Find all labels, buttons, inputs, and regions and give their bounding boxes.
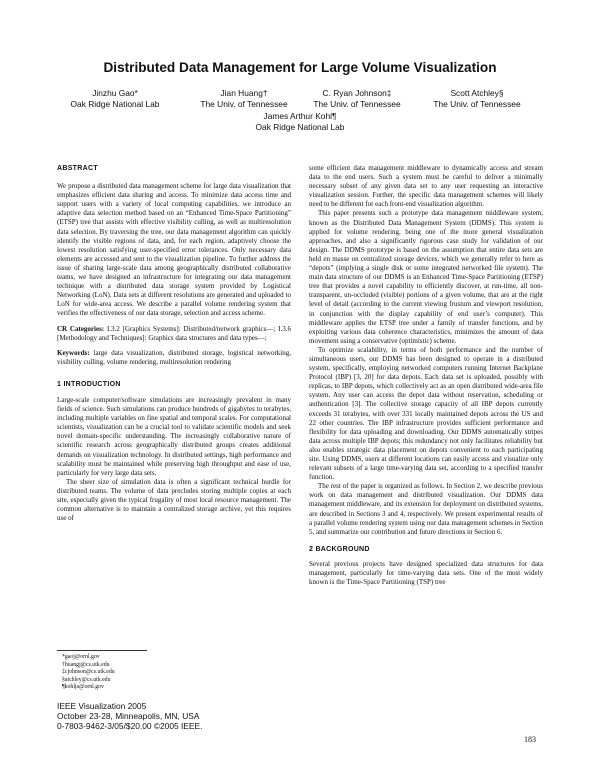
- keywords-text: large data visualization, distributed storage, logistical networking, visibility culling, volume rendering, multiresolution rendering: [57, 348, 291, 366]
- right-paragraph-4: The rest of the paper is organized as follows. In Section 2, we describe previous work on data management and distributed visualization. Our DDMS data management middleware, and its extension for deployment on distributed systems, are described in Sections 3 and 4, respectively. We present experimental results of a parallel volume rendering system using our data management schemes in Section 5, and summarize our contribution and future directions in Section 6.: [309, 482, 543, 536]
- left-column: [57, 164, 291, 523]
- author-affiliation: The Univ. of Tennessee: [433, 99, 521, 109]
- author-name: C. Ryan Johnson‡: [322, 88, 392, 98]
- intro-paragraph-2: The sheer size of simulation data is often a significant technical hurdle for distributed teams. The volume of data precludes storing multiple copies at each site, especially given the typical frugality of most local resource management. The common alternative is to maintain a centralized storage archive, yet this requires use of: [57, 477, 291, 523]
- author-name: Scott Atchley§: [450, 88, 504, 98]
- author-5: [230, 111, 370, 133]
- author-3: [297, 88, 417, 110]
- author-name: James Arthur Kohl¶: [263, 111, 337, 121]
- footnote-rule: [57, 650, 147, 651]
- author-2: [184, 88, 304, 110]
- conference-dates: October 23-28, Minneapolis, MN, USA: [57, 710, 200, 721]
- footnotes: [62, 654, 115, 692]
- cr-categories-text: I.3.2 [Graphics Systems]: Distributed/network graphics—; I.3.6 [Methodology and Techniques]: Graphics data structures and data types—;: [57, 324, 291, 342]
- footnote: ¶kohlja@ornl.gov: [62, 684, 104, 691]
- right-paragraph-1: some efficient data management middleware to dynamically access and stream data to the end users. Such a system must be careful to deliver a minimally necessary subset of any given data set to any user requesting an interactive visualization session. Further, the specific data management schemes will likely need to be different for each front-end visualization algorithm.: [309, 164, 543, 209]
- keywords: [57, 349, 291, 367]
- footnote: *gaoj@ornl.gov: [62, 654, 100, 660]
- author-name: Jinzhu Gao*: [92, 88, 138, 98]
- section-1-heading: 1 INTRODUCTION: [57, 380, 121, 388]
- author-affiliation: The Univ. of Tennessee: [200, 99, 288, 109]
- abstract-text: We propose a distributed data management scheme for large data visualization that emphasizes efficient data sharing and access. To minimize data access time and support users with a variety of local computing capabilities, we introduce an adaptive data selection method based on an “Enhanced Time-Space Partitioning” (ETSP) tree that assists with effective visibility culling, as well as multiresolution data selection. By traversing the tree, our data management algorithm can quickly identify the visible regions of data, and, for each region, adaptively choose the lowest resolution satisfying user-specified error tolerances. Only necessary data elements are accessed and sent to the visualization pipeline. To further address the issue of sharing large-scale data among geographically distributed collaborative teams, we have designed an infrastructure for integrating our data management technique with a distributed data storage system provided by Logistical Networking (LoN). Data sets at different resolutions are generated and uploaded to LoN for wide-area access. We describe a parallel volume rendering system that verifies the effectiveness of our data storage, selection and access scheme.: [57, 182, 291, 318]
- author-4: [417, 88, 537, 110]
- right-column: [309, 164, 543, 587]
- keywords-label: Keywords:: [57, 348, 90, 357]
- conference-name: IEEE Visualization 2005: [57, 701, 147, 711]
- author-affiliation: Oak Ridge National Lab: [255, 122, 345, 132]
- cr-categories-label: CR Categories:: [57, 324, 105, 333]
- author-affiliation: The Univ. of Tennessee: [313, 99, 401, 109]
- right-paragraph-2: This paper presents such a prototype data management middleware system, known as the Distributed Data Management System (DDMS). This system is applied for volume rendering, being one of the more general visualization approaches, and also a significantly rigorous case study for validation of our design. The DDMS prototype is based on the assumption that entire data sets are held en masse on centralized storage devices, which we generally refer to here as “depots” (implying a single disk or some integrated networked file system). The main data structure of our DDMS is an Enhanced Time-Space Partitioning (ETSP) tree that provides a novel capability to efficiently discover, at run-time, all non-transparent, un-occluded (visible) portions of a given volume, that are at the right level of detail (according to the current viewing frustum and viewport resolution, in conjunction with the display capability of end user’s computer). This middleware applies the ETSP tree under a family of transfer functions, and by exploiting various data coherence characteristics, minimizes the amount of data movement using a conservative (optimistic) scheme.: [309, 209, 543, 345]
- section-2-heading: 2 BACKGROUND: [309, 545, 370, 553]
- conference-copyright: 0-7803-9462-3/05/$20.00 ©2005 IEEE.: [57, 720, 203, 731]
- page-number: 183: [524, 735, 536, 744]
- footnote: ‡cjohnson@cs.utk.edu: [62, 669, 115, 676]
- cr-categories: [57, 325, 291, 343]
- right-paragraph-3: To optimize scalability, in terms of both performance and the number of simultaneous users, our DDMS has been designed to operate in a distributed system, specifically, employing networked computers running Internet Backplane Protocol (IBP) [3, 20] for data depots. Each data set is uploaded, possibly with replicas, to IBP depots, which collectively act as an open distributed wide-area file system. Any user can access the depot data without reservation, scheduling or authentication [3]. The collective storage capacity of all IBP depots currently exceeds 31 terabytes, with over 331 locally maintained depots across the US and 22 other countries. The IBP infrastructure provides sufficient performance and flexibility for data uploading and downloading. Our DDMS automatically stripes data across multiple IBP depots; this redundancy not only facilitates reliability but also enables strategic data placement on depots convenient to each participating site. Using DDMS, users at different locations can easily access and visualize only relevant subsets of a large time-varying data set, according to a specified transfer function.: [309, 345, 543, 482]
- conference-info: [57, 702, 202, 731]
- footnote: §atchley@cs.utk.edu: [62, 676, 111, 683]
- author-affiliation: Oak Ridge National Lab: [70, 99, 160, 109]
- footnote: †huangj@cs.utk.edu: [62, 661, 110, 668]
- intro-paragraph-1: Large-scale computer/software simulations are increasingly prevalent in many fields of science. Such simulations can produce hundreds of gigabytes to terabytes, including multiple variables on fine spatial and temporal scales. For computational scientists, visualization can be a crucial tool to validate scientific models and seek novel domain-specific understanding. The increasingly collaborative nature of scientific research across geographically distributed groups creates additional demands on visualization technology. In distributed settings, high performance and scalability must be maintained while preserving high throughput and ease of use, particularly for very large data sets.: [57, 395, 291, 477]
- paper-title: Distributed Data Management for Large Volume Visualization: [103, 60, 497, 75]
- author-name: Jian Huang†: [220, 88, 268, 98]
- abstract-heading: ABSTRACT: [57, 165, 98, 172]
- author-1: [55, 88, 175, 110]
- background-paragraph: Several previous projects have designed specialized data structures for data management, particularly for time-varying data sets. One of the most widely known is the Time-Space Partitioning (TSP) tree: [309, 559, 543, 587]
